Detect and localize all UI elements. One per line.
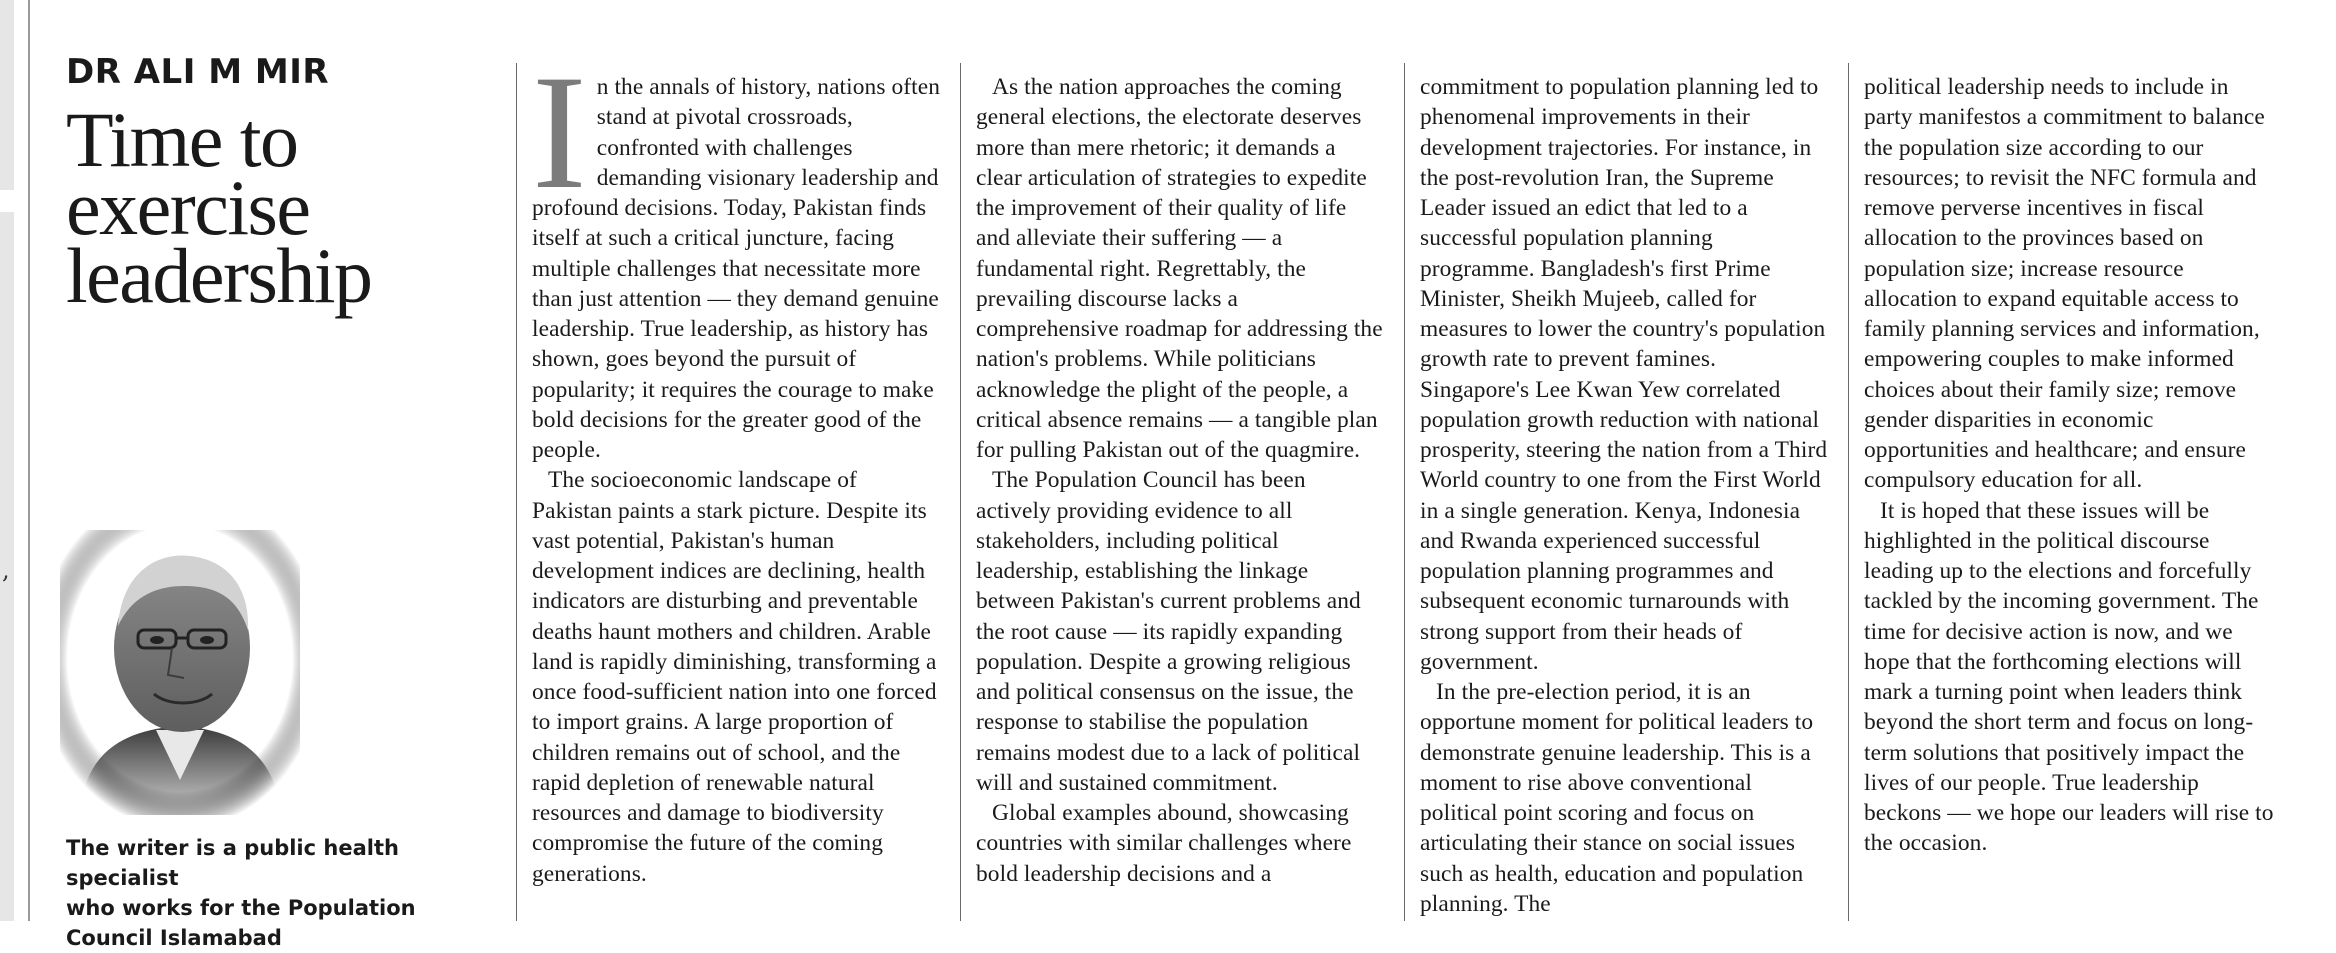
headline-line: Time to <box>66 96 298 183</box>
article-column-4 <box>1864 72 2274 921</box>
column-rule <box>1404 63 1405 921</box>
column-rule <box>960 63 961 921</box>
column-rule <box>1848 63 1849 921</box>
author-name: DR ALI M MIR <box>66 52 330 92</box>
article-paragraph: The socioeconomic landscape of Pakistan paints a stark picture. Despite its vast potential, Pakistan's human development indices are declining, health indicators are disturbing and preventable deaths haunt mothers and children. Arable land is rapidly diminishing, transforming a once food-sufficient nation into one forced to import grains. A large proportion of children remains out of school, and the rapid depletion of renewable natural resources and damage to biodiversity compromise the future of the coming generations. <box>532 467 937 887</box>
article-paragraph <box>532 42 942 465</box>
article-column-2 <box>976 72 1386 921</box>
page-left-rule <box>28 0 30 921</box>
margin-text-fragment: , <box>2 556 10 584</box>
writer-bio-line: Council Islamabad <box>66 926 282 950</box>
headline <box>66 96 486 319</box>
margin-notch <box>0 190 14 212</box>
article-paragraph: Global examples abound, showcasing countries with similar challenges where bold leadership decisions and a <box>976 800 1352 887</box>
byline-panel <box>66 52 486 319</box>
column-rule <box>516 63 517 921</box>
left-margin-strip <box>0 0 14 921</box>
writer-bio-line: who works for the Population <box>66 896 416 920</box>
author-portrait <box>60 530 300 815</box>
article-column-1 <box>532 42 942 921</box>
article-paragraph: The Population Council has been actively providing evidence to all stakeholders, including political leadership, establishing the linkage between Pakistan's current problems and the root cause — its rapidly expanding population. Despite a growing religious and political consensus on the issue, the response to stabilise the population remains modest due to a lack of political will and sustained commitment. <box>976 467 1361 796</box>
article-paragraph: In the pre-election period, it is an opportune moment for political leaders to demonstrate genuine leadership. This is a moment to rise above conventional political point scoring and focus on articulating their stance on social issues such as health, education and population planning. The <box>1420 679 1814 917</box>
article-paragraph: It is hoped that these issues will be highlighted in the political discourse leading up to the elections and forcefully tackled by the incoming government. The time for decisive action is now, and we hope that the forthcoming elections will mark a turning point when leaders think beyond the short term and focus on long-term solutions that positively impact the lives of our people. True leadership beckons — we hope our leaders will rise to the occasion. <box>1864 497 2274 857</box>
headline-line: leadership <box>66 232 372 319</box>
drop-cap: I <box>532 42 587 223</box>
article-paragraph: political leadership needs to include in party manifestos a commitment to balance the population size according to our resources; to revisit the NFC formula and remove perverse incentives in fiscal allocation to the provinces based on population size; increase resource allocation to expand equitable access to family planning services and information, empowering couples to make informed choices about their family size; remove gender disparities in economic opportunities and healthcare; and ensure compulsory education for all. <box>1864 74 2265 494</box>
article-column-3 <box>1420 72 1830 921</box>
article-paragraph: As the nation approaches the coming general elections, the electorate deserves more than mere rhetoric; it demands a clear articulation of strategies to expedite the improvement of their quality of life and alleviate their suffering — a fundamental right. Regrettably, the prevailing discourse lacks a comprehensive roadmap for addressing the nation's problems. While politicians acknowledge the plight of the people, a critical absence remains — a tangible plan for pulling Pakistan out of the quagmire. <box>976 74 1383 463</box>
writer-bio-line: The writer is a public health specialist <box>66 836 399 890</box>
headline-line: exercise <box>66 164 310 251</box>
article-paragraph: commitment to population planning led to phenomenal improvements in their development trajectories. For instance, in the post-revolution Iran, the Supreme Leader issued an edict that led to a successful population planning programme. Bangladesh's first Prime Minister, Sheikh Mujeeb, called for measures to lower the country's population growth rate to prevent famines. Singapore's Lee Kwan Yew correlated population growth reduction with national prosperity, steering the nation from a Third World country to one from the First World in a single generation. Kenya, Indonesia and Rwanda experienced successful population planning programmes and subsequent economic turnarounds with strong support from their heads of government. <box>1420 74 1828 675</box>
writer-bio <box>66 833 486 953</box>
paragraph-text: n the annals of history, nations often stand at pivotal crossroads, confronted with challenges demanding visionary leadership and profound decisions. Today, Pakistan finds itself at such a critical juncture, facing multiple challenges that necessitate more than just attention — they demand genuine leadership. True leadership, as history has shown, goes beyond the pursuit of popularity; it requires the courage to make bold decisions for the greater good of the people. <box>532 74 941 463</box>
